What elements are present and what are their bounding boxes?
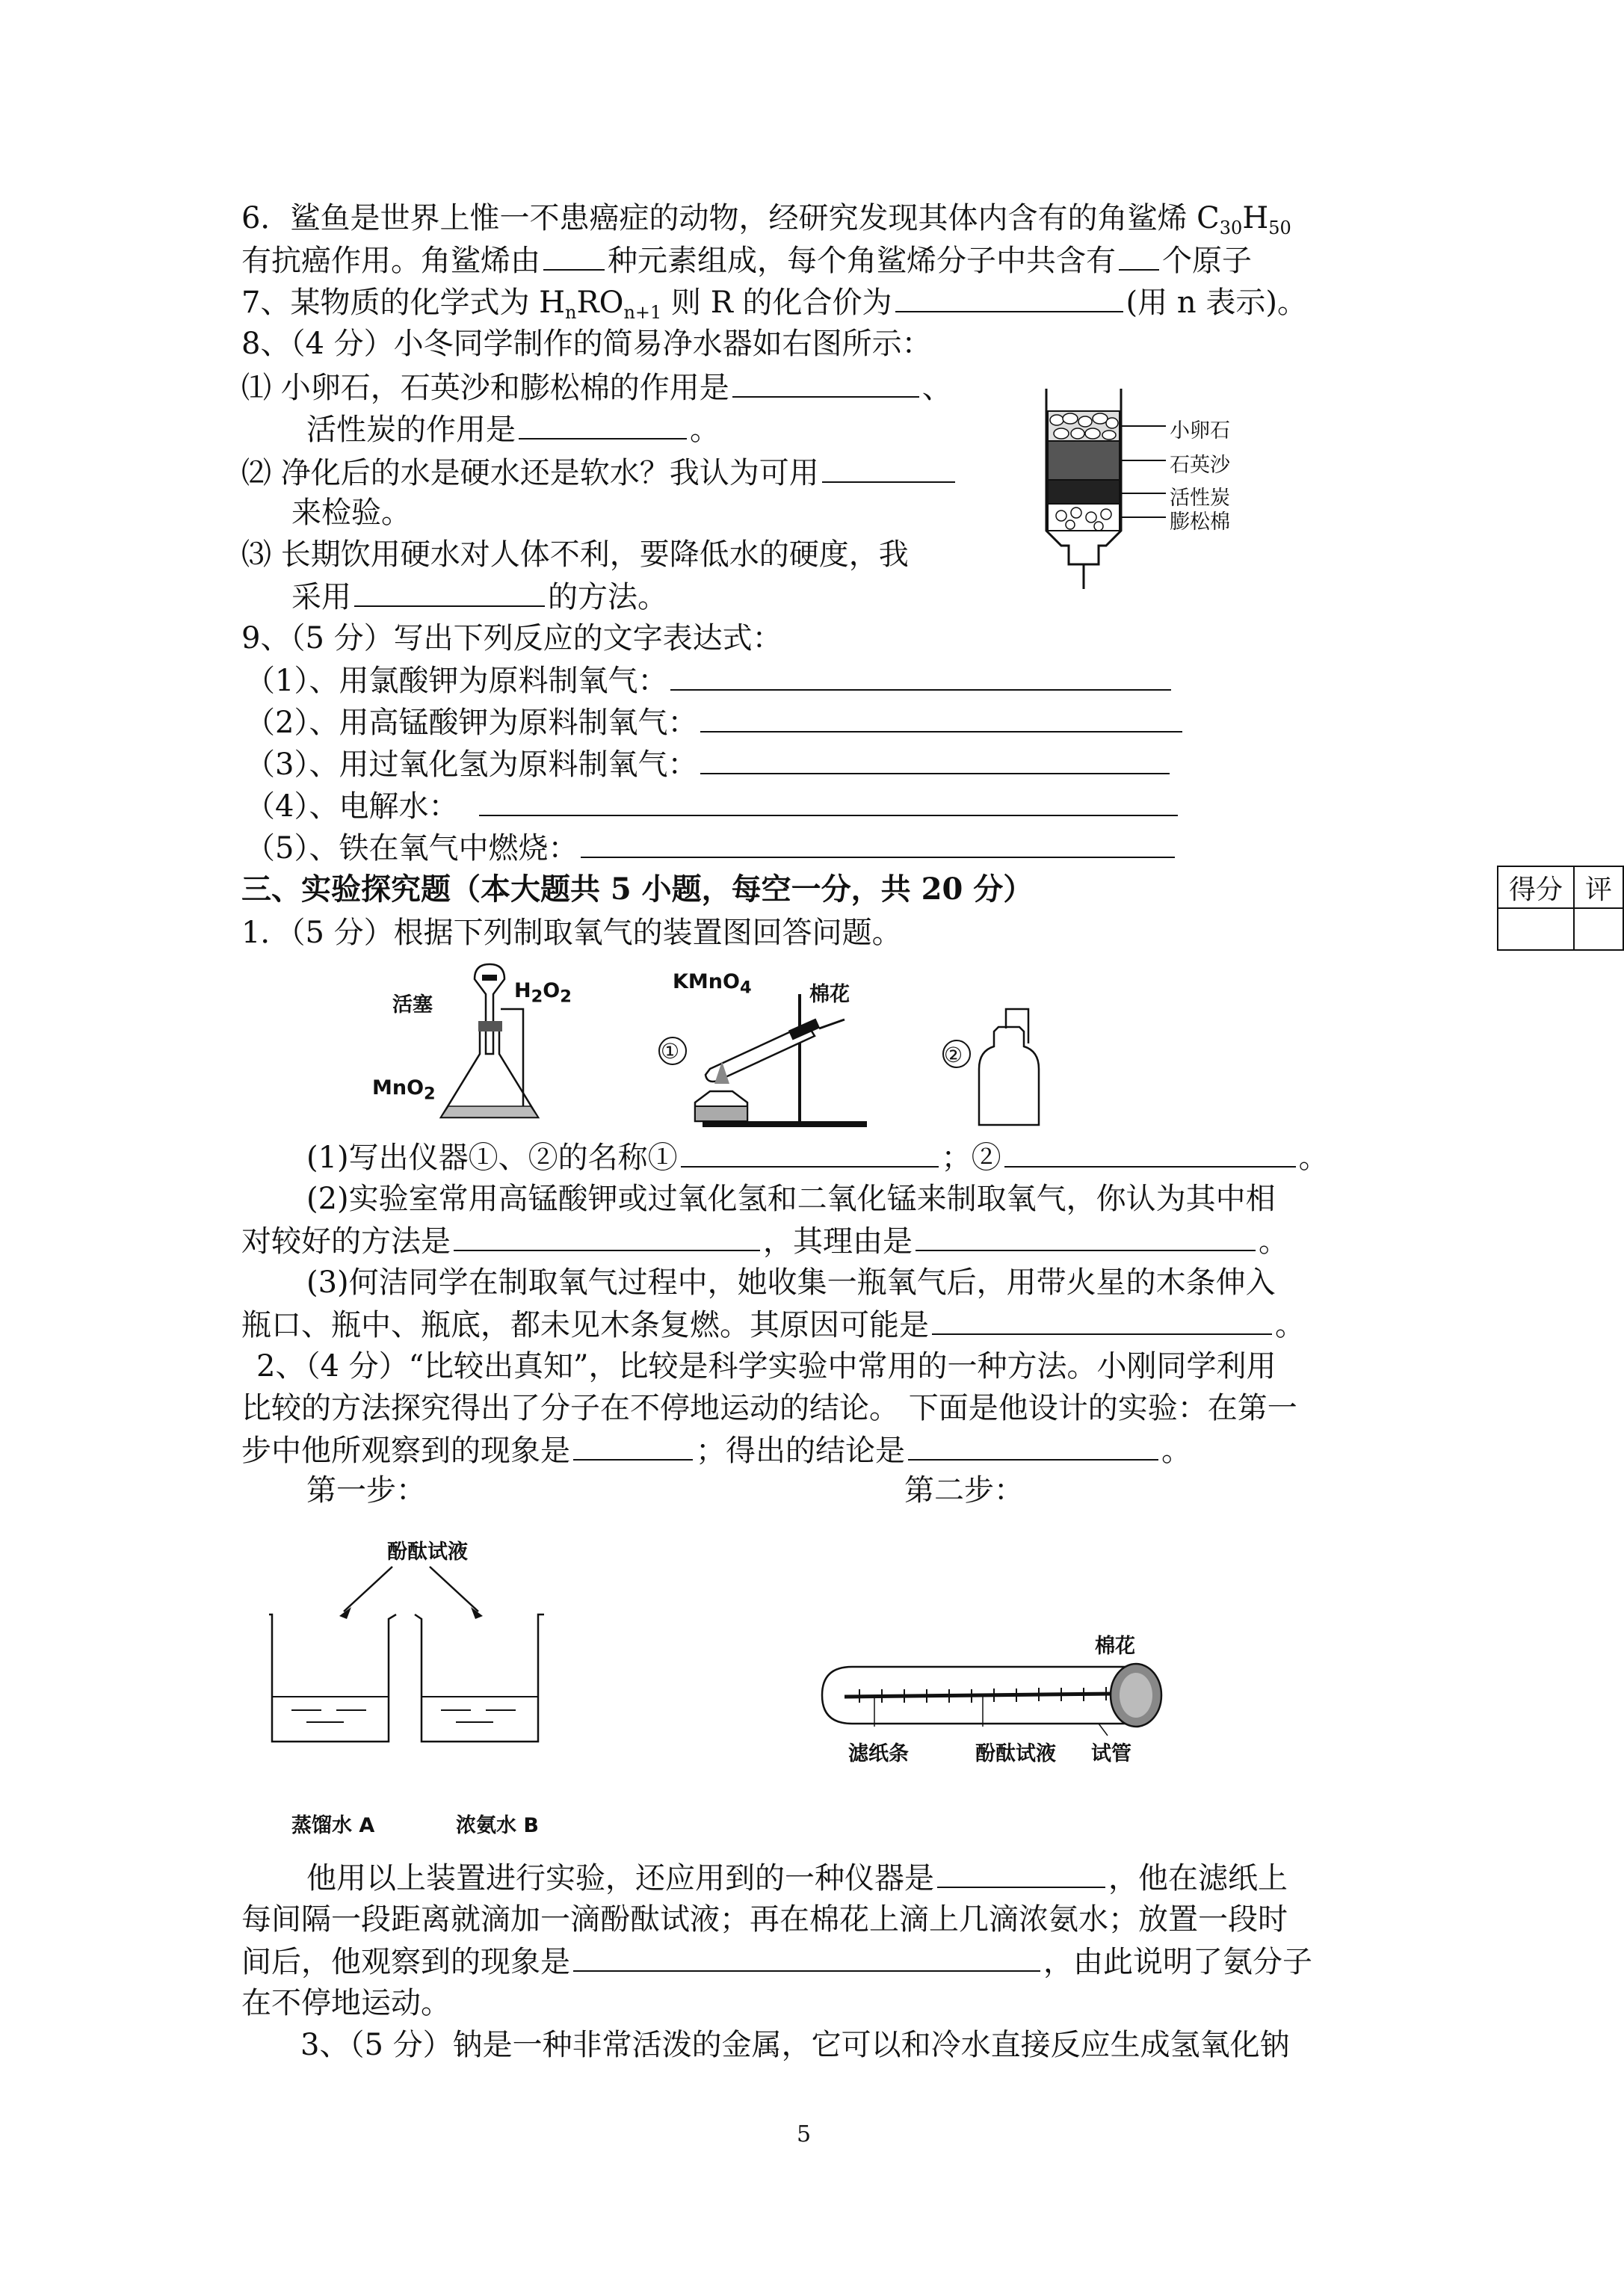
label-quartz-sand: 石英沙 (1170, 454, 1230, 477)
subscript-n: n (565, 302, 577, 323)
answer-blank[interactable] (895, 281, 1123, 312)
e1-p2-text-d: 。 (1259, 1224, 1288, 1259)
e3-line1: 3、（5 分）钠是一种非常活泼的金属，它可以和冷水直接反应生成氢氧化钠 (300, 2028, 1290, 2062)
q7-line (241, 281, 1307, 324)
h2o2-sub: 2 (531, 987, 543, 1007)
reviewer-cell[interactable] (1574, 908, 1623, 950)
label-cotton: 膨松棉 (1170, 511, 1230, 534)
answer-blank[interactable] (916, 1220, 1256, 1251)
label-beaker-b: 浓氨水 B (456, 1814, 539, 1837)
e1-p3-text-c: 。 (1275, 1308, 1305, 1342)
page-number: 5 (797, 2121, 812, 2147)
q7-text: 7、某物质的化学式为 H (241, 286, 566, 320)
answer-blank[interactable] (354, 576, 545, 607)
section-3-title: 三、实验探究题（本大题共 5 小题，每空一分，共 20 分） (241, 872, 1034, 907)
q9-item-text: （1）、用氯酸钾为原料制氧气： (245, 664, 668, 698)
beakers-figure (262, 1562, 553, 1757)
e2-line3-text-a: 步中他所观察到的现象是 (241, 1434, 570, 1468)
e1-p1-line (306, 1136, 1329, 1179)
q6-line1 (241, 197, 1291, 239)
kmno4-sub: 4 (739, 978, 752, 998)
q8-p3-line2 (291, 576, 667, 618)
e2-p3-text-a: 间后，他观察到的现象是 (241, 1945, 570, 1979)
q7-ro: RO (576, 286, 624, 320)
subscript-n-plus-1: n+1 (623, 302, 662, 323)
label-filter-paper: 滤纸条 (848, 1742, 909, 1765)
q6-text-c: 个原子 (1162, 244, 1252, 278)
mark-1: ① (661, 1039, 680, 1064)
q8-p2-text: ⑵ 净化后的水是硬水还是软水？我认为可用 (241, 456, 819, 490)
label-activated-carbon: 活性炭 (1170, 487, 1230, 510)
q9-title: 9、（5 分）写出下列反应的文字表达式： (241, 621, 782, 656)
q8-p1-line (241, 366, 952, 409)
q6-line2 (241, 239, 1252, 282)
e1-p2-text-c: ，其理由是 (763, 1224, 913, 1259)
q8-period: 。 (690, 413, 720, 447)
e2-p-line2: 每间隔一段距离就滴加一滴酚酞试液；再在棉花上滴上几滴浓氨水；放置一段时 (241, 1902, 1288, 1937)
q6-text-a: 有抗癌作用。角鲨烯由 (241, 244, 540, 278)
answer-blank[interactable] (932, 1304, 1272, 1335)
e1-p3-line1: (3)何洁同学在制取氧气过程中，她收集一瓶氧气后，用带火星的木条伸入 (306, 1265, 1276, 1300)
answer-blank[interactable] (670, 659, 1171, 691)
q9-item-4 (245, 785, 1181, 827)
q8-p2-line (241, 451, 958, 494)
q9-item-2 (245, 701, 1185, 744)
score-table (1497, 866, 1624, 951)
label-kmno4 (673, 970, 752, 997)
q9-item-text: （5）、铁在氧气中燃烧： (245, 831, 578, 866)
q8-p3-text-b: 采用 (291, 580, 351, 614)
answer-blank[interactable] (573, 1940, 1040, 1972)
q6-text: 6．鲨鱼是世界上惟一不患癌症的动物，经研究发现其体内含有的角鲨烯 C (241, 201, 1220, 235)
answer-blank[interactable] (700, 701, 1182, 733)
q8-p3-text-c: 的方法。 (548, 580, 667, 614)
q9-item-1 (245, 659, 1174, 702)
e2-line2: 比较的方法探究得出了分子在不停地运动的结论。 下面是他设计的实验：在第一 (241, 1391, 1297, 1425)
h2o2-sub2: 2 (560, 987, 572, 1007)
h2o2-h: H (514, 979, 531, 1002)
label-stopcock: 活塞 (392, 993, 433, 1017)
reviewer-label: 评 (1574, 866, 1623, 908)
e1-p3-text-b: 瓶口、瓶中、瓶底，都未见木条复燃。其原因可能是 (241, 1308, 929, 1342)
e1-p2-line2 (241, 1220, 1288, 1262)
answer-blank[interactable] (1004, 1136, 1296, 1168)
label-h2o2 (514, 979, 572, 1006)
label-pebbles: 小卵石 (1170, 419, 1230, 442)
q9-item-3 (245, 743, 1173, 786)
e1-p3-line2 (241, 1304, 1305, 1346)
step-2-label: 第二步： (904, 1473, 1024, 1508)
e2-p-line4: 在不停地运动。 (241, 1986, 451, 2020)
e1-p1-text-c: 。 (1298, 1141, 1329, 1175)
label-beaker-a: 蒸馏水 A (291, 1814, 375, 1837)
e1-p2-text-b: 对较好的方法是 (241, 1224, 451, 1259)
answer-blank[interactable] (822, 451, 955, 483)
q9-item-text: （2）、用高锰酸钾为原料制氧气： (245, 706, 698, 740)
q9-item-text: （3）、用过氧化氢为原料制氧气： (245, 747, 698, 782)
score-label: 得分 (1498, 866, 1574, 908)
q6-text-b: 种元素组成，每个角鲨烯分子中共含有 (608, 244, 1116, 278)
q7-post: 则 R 的化合价为 (661, 286, 892, 320)
answer-blank[interactable] (732, 366, 919, 398)
e1-p1-text-b: ；② (941, 1141, 1001, 1175)
q8-p1-text: ⑴ 小卵石，石英沙和膨松棉的作用是 (241, 371, 729, 405)
e1-p2-line1: (2)实验室常用高锰酸钾或过氧化氢和二氧化锰来制取氧气，你认为其中相 (306, 1182, 1276, 1216)
e2-p3-text-b: ，由此说明了氨分子 (1043, 1945, 1312, 1979)
answer-blank[interactable] (937, 1857, 1105, 1888)
answer-blank[interactable] (479, 785, 1178, 816)
answer-blank[interactable] (1119, 239, 1159, 271)
answer-blank[interactable] (700, 743, 1170, 774)
mno2-sub: 2 (424, 1084, 436, 1104)
e2-line3-text-c: 。 (1161, 1434, 1191, 1468)
h2o2-o: O (543, 979, 561, 1002)
water-purifier-figure (1024, 389, 1271, 598)
q8-title: 8、（4 分）小冬同学制作的简易净水器如右图所示： (241, 327, 932, 361)
mno2-text: MnO (372, 1076, 424, 1100)
e2-p-text-b: ，他在滤纸上 (1108, 1861, 1288, 1896)
label-cotton-2: 棉花 (1095, 1635, 1135, 1658)
hydrogen-symbol: H (1242, 201, 1269, 235)
answer-blank[interactable] (908, 1429, 1158, 1461)
answer-blank[interactable] (581, 827, 1175, 858)
e1-title: 1．（5 分）根据下列制取氧气的装置图回答问题。 (241, 916, 902, 950)
label-phenolphthalein: 酚酞试液 (387, 1540, 468, 1564)
score-cell[interactable] (1498, 908, 1574, 950)
label-test-tube: 试管 (1091, 1742, 1131, 1765)
q8-p2-line2: 来检验。 (291, 496, 411, 530)
test-tube-figure (815, 1652, 1158, 1742)
label-phenolphthalein-2: 酚酞试液 (975, 1742, 1056, 1765)
answer-blank[interactable] (573, 1429, 693, 1461)
q9-item-text: （4）、电解水： (245, 789, 459, 824)
answer-blank[interactable] (519, 408, 687, 440)
label-cotton-1: 棉花 (809, 983, 850, 1006)
kmno4-text: KMnO (673, 970, 740, 993)
q8-p3-line: ⑶ 长期饮用硬水对人体不利，要降低水的硬度，我 (241, 537, 909, 572)
carbon-subscript: 30 (1219, 218, 1243, 238)
q8-comma: 、 (921, 371, 952, 405)
answer-blank[interactable] (681, 1136, 939, 1168)
label-mno2 (372, 1076, 436, 1103)
e2-p-text-a: 他用以上装置进行实验，还应用到的一种仪器是 (306, 1861, 934, 1896)
q9-item-5 (245, 827, 1178, 869)
e2-p-line1 (306, 1857, 1288, 1899)
step-1-label: 第一步： (306, 1473, 426, 1508)
mark-2: ② (944, 1043, 963, 1067)
e2-line1: 2、（4 分）“比较出真知”，比较是科学实验中常用的一种方法。小刚同学利用 (256, 1349, 1276, 1384)
q8-p1-text-c: 活性炭的作用是 (306, 413, 516, 447)
e2-line3 (241, 1429, 1191, 1472)
hydrogen-subscript: 50 (1268, 218, 1291, 238)
answer-blank[interactable] (543, 239, 605, 271)
q8-p1-line2 (306, 408, 720, 451)
e1-p1-text: (1)写出仪器①、②的名称① (306, 1141, 678, 1175)
e2-line3-text-b: ；得出的结论是 (696, 1434, 905, 1468)
e2-p-line3 (241, 1940, 1312, 1983)
answer-blank[interactable] (454, 1220, 760, 1251)
q7-tail: (用 n 表示)。 (1126, 286, 1307, 320)
